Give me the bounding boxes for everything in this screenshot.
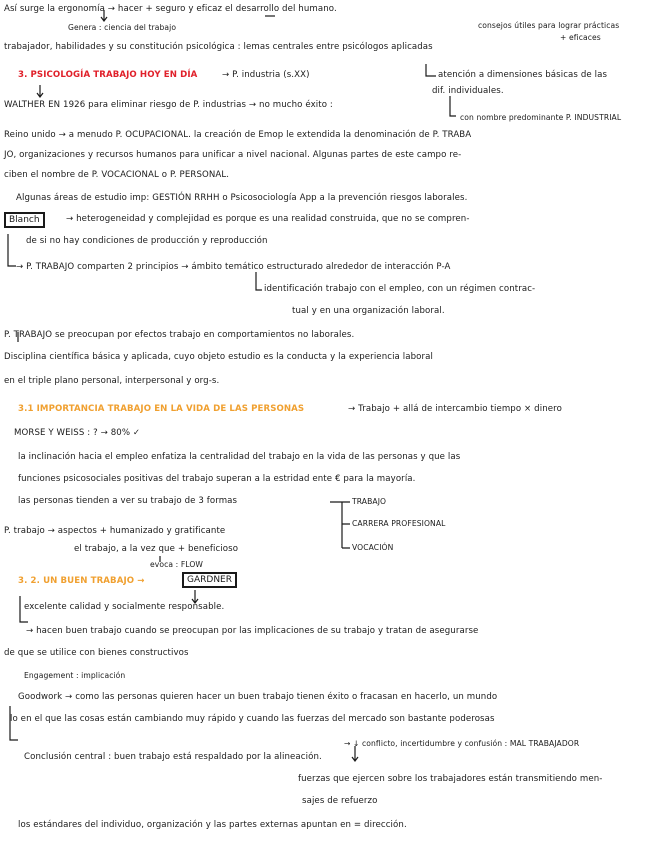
section-heading-3-1: 3.1 IMPORTANCIA TRABAJO EN LA VIDA DE LAS PERSONAS bbox=[18, 404, 305, 414]
note-line: identificación trabajo con el empleo, con un régimen contrac- bbox=[264, 284, 536, 294]
note-line: P. trabajo → aspectos + humanizado y gratificante bbox=[4, 526, 226, 536]
note-line: lo en el que las cosas están cambiando muy rápido y cuando las fuerzas del mercado son bastante poderosas bbox=[10, 714, 495, 724]
section-heading-3-2: 3. 2. UN BUEN TRABAJO → bbox=[18, 576, 145, 586]
note-line: Así surge la ergonomía → hacer + seguro y eficaz el desarrollo del humano. bbox=[4, 4, 337, 14]
note-line: la inclinación hacia el empleo enfatiza la centralidad del trabajo en la vida de las personas y que las bbox=[18, 452, 461, 462]
note-line: Algunas áreas de estudio imp: GESTIÓN RRHH o Psicosociología App a la prevención riesgos laborales. bbox=[16, 193, 468, 203]
note-line: ciben el nombre de P. VOCACIONAL o P. PERSONAL. bbox=[4, 170, 230, 180]
note-line: Genera : ciencia del trabajo bbox=[68, 23, 177, 32]
note-line: evoca : FLOW bbox=[150, 560, 204, 569]
form-item: TRABAJO bbox=[352, 497, 387, 506]
note-line: P. TRABAJO se preocupan por efectos trabajo en comportamientos no laborales. bbox=[4, 330, 355, 340]
note-line: el trabajo, a la vez que + beneficioso bbox=[74, 544, 239, 554]
note-line: + eficaces bbox=[560, 33, 601, 42]
form-item: VOCACIÓN bbox=[352, 543, 394, 552]
section-heading-3: 3. PSICOLOGÍA TRABAJO HOY EN DÍA bbox=[18, 70, 198, 80]
note-line: consejos útiles para lograr prácticas bbox=[478, 21, 620, 30]
note-line: → ↓ conflicto, incertidumbre y confusión : MAL TRABAJADOR bbox=[344, 739, 580, 748]
note-line: Goodwork → como las personas quieren hacer un buen trabajo tienen éxito o fracasan en hacerlo, un mundo bbox=[18, 692, 498, 702]
note-line: los estándares del individuo, organización y las partes externas apuntan en = dirección. bbox=[18, 820, 407, 830]
note-line: de si no hay condiciones de producción y reproducción bbox=[26, 236, 268, 246]
note-line: tual y en una organización laboral. bbox=[292, 306, 445, 316]
note-line: funciones psicosociales positivas del trabajo superan a la estridad ente € para la mayoría. bbox=[18, 474, 416, 484]
note-line: trabajador, habilidades y su constitución psicológica : lemas centrales entre psicólogos aplicadas bbox=[4, 42, 433, 52]
note-line: en el triple plano personal, interpersonal y org-s. bbox=[4, 376, 220, 386]
note-line: dif. individuales. bbox=[432, 86, 504, 96]
note-line: Engagement : implicación bbox=[24, 671, 126, 680]
note-line: excelente calidad y socialmente responsable. bbox=[24, 602, 225, 612]
note-line: Reino unido → a menudo P. OCUPACIONAL. la creación de Emop le extendida la denominación de P. TRABA bbox=[4, 130, 472, 140]
form-item: CARRERA PROFESIONAL bbox=[352, 519, 446, 528]
note-line: → heterogeneidad y complejidad es porque es una realidad construida, que no se compren- bbox=[66, 214, 470, 224]
note-line: fuerzas que ejercen sobre los trabajadores están transmitiendo men- bbox=[298, 774, 603, 784]
note-line: → Trabajo + allá de intercambio tiempo × dinero bbox=[348, 404, 562, 414]
note-line: las personas tienden a ver su trabajo de 3 formas bbox=[18, 496, 238, 506]
note-line: Conclusión central : buen trabajo está respaldado por la alineación. bbox=[24, 752, 322, 762]
note-line: → hacen buen trabajo cuando se preocupan por las implicaciones de su trabajo y tratan de asegurarse bbox=[26, 626, 479, 636]
gardner-box: GARDNER bbox=[182, 572, 237, 588]
blanch-box: Blanch bbox=[4, 212, 45, 228]
note-line: JO, organizaciones y recursos humanos para unificar a nivel nacional. Algunas partes de este campo re- bbox=[4, 150, 462, 160]
note-line: → P. TRABAJO comparten 2 principios → ámbito temático estructurado alrededor de interacción P-A bbox=[16, 262, 451, 272]
note-line: → P. industria (s.XX) bbox=[222, 70, 310, 80]
note-line: WALTHER EN 1926 para eliminar riesgo de P. industrias → no mucho éxito : bbox=[4, 100, 333, 110]
note-line: sajes de refuerzo bbox=[302, 796, 378, 806]
note-line: MORSE Y WEISS : ? → 80% ✓ bbox=[14, 428, 141, 438]
note-line: atención a dimensiones básicas de las bbox=[438, 70, 608, 80]
note-line: Disciplina científica básica y aplicada, cuyo objeto estudio es la conducta y la experiencia laboral bbox=[4, 352, 434, 362]
note-line: con nombre predominante P. INDUSTRIAL bbox=[460, 113, 622, 122]
note-line: de que se utilice con bienes constructivos bbox=[4, 648, 189, 658]
